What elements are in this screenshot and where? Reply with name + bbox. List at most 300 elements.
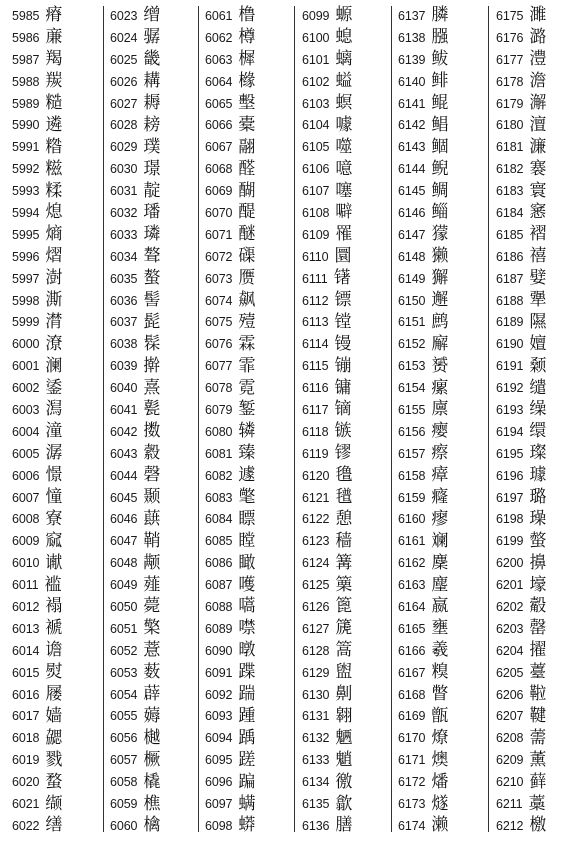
entry-character: 谳	[45, 552, 63, 573]
entry-number: 6024	[110, 30, 138, 45]
entry-character: 磬	[143, 465, 161, 486]
entry-number: 6028	[110, 118, 138, 133]
entry-character: 獬	[431, 268, 449, 289]
entry-character: 鲻	[431, 202, 449, 223]
entry-number: 6130	[302, 687, 330, 702]
list-item	[398, 465, 448, 487]
entry-character: 薹	[529, 662, 547, 683]
entry-number: 6062	[205, 30, 233, 45]
list-item	[398, 793, 448, 815]
entry-character: 禧	[529, 246, 547, 267]
entry-number: 6076	[205, 337, 233, 352]
entry-number: 6029	[110, 140, 138, 155]
list-item	[12, 706, 62, 728]
entry-number: 6210	[496, 775, 524, 790]
list-item	[12, 158, 62, 180]
entry-number: 6026	[110, 74, 138, 89]
entry-character: 璟	[143, 158, 161, 179]
list-item	[496, 640, 546, 662]
entry-number: 6052	[110, 643, 138, 658]
entry-number: 6031	[110, 184, 138, 199]
entry-character: 屦	[45, 684, 63, 705]
entry-character: 聱	[143, 246, 161, 267]
entry-character: 璨	[529, 443, 547, 464]
list-item	[398, 421, 448, 443]
list-item	[302, 333, 352, 355]
list-item	[496, 618, 546, 640]
entry-number: 6017	[12, 709, 40, 724]
entry-number: 6184	[496, 205, 524, 220]
list-item	[110, 618, 160, 640]
entry-number: 6110	[302, 249, 329, 264]
list-item	[110, 5, 160, 27]
list-item	[398, 487, 448, 509]
entry-number: 6166	[398, 643, 426, 658]
list-item	[205, 49, 255, 71]
entry-character: 燠	[431, 749, 449, 770]
list-item	[302, 487, 352, 509]
entry-character: 觳	[529, 596, 547, 617]
list-item	[398, 158, 448, 180]
column-divider	[103, 6, 104, 832]
entry-number: 6070	[205, 205, 233, 220]
entry-number: 6107	[302, 184, 330, 199]
entry-number: 5999	[12, 315, 40, 330]
entry-number: 5993	[12, 184, 40, 199]
entry-character: 缲	[529, 399, 547, 420]
entry-number: 6134	[302, 775, 330, 790]
entry-number: 6069	[205, 184, 233, 199]
entry-character: 擢	[529, 640, 547, 661]
list-item	[496, 749, 546, 771]
list-item	[302, 355, 352, 377]
list-item	[496, 377, 546, 399]
entry-number: 6025	[110, 52, 138, 67]
entry-character: 畿	[143, 49, 161, 70]
entry-character: 憧	[45, 487, 63, 508]
list-item	[205, 793, 255, 815]
entry-number: 6106	[302, 162, 330, 177]
list-item	[496, 311, 546, 333]
list-item	[496, 574, 546, 596]
entry-character: 膦	[431, 5, 449, 26]
entry-number: 6035	[110, 271, 138, 286]
list-item	[12, 640, 62, 662]
entry-number: 6145	[398, 184, 426, 199]
entry-character: 霏	[238, 355, 256, 376]
list-item	[12, 815, 62, 837]
entry-number: 6160	[398, 512, 426, 527]
list-item	[302, 443, 352, 465]
entry-character: 嬖	[529, 268, 547, 289]
entry-number: 6111	[302, 271, 328, 286]
list-item	[110, 136, 160, 158]
entry-number: 6054	[110, 687, 138, 702]
entry-number: 6155	[398, 402, 426, 417]
entry-number: 5986	[12, 30, 40, 45]
entry-number: 6088	[205, 599, 233, 614]
list-item	[302, 727, 352, 749]
list-item	[496, 71, 546, 93]
entry-number: 6007	[12, 490, 40, 505]
entry-character: 薰	[529, 749, 547, 770]
entry-number: 6061	[205, 8, 233, 23]
entry-number: 6044	[110, 468, 138, 483]
entry-character: 踽	[238, 727, 256, 748]
list-item	[110, 71, 160, 93]
entry-number: 6037	[110, 315, 138, 330]
entry-number: 6027	[110, 96, 138, 111]
list-item	[110, 158, 160, 180]
entry-character: 璞	[143, 136, 161, 157]
entry-character: 燎	[431, 727, 449, 748]
entry-number: 6135	[302, 797, 330, 811]
entry-number: 6164	[398, 599, 426, 614]
entry-number: 5987	[12, 52, 40, 67]
column-4	[302, 5, 352, 837]
entry-character: 噤	[238, 618, 256, 639]
entry-character: 靛	[143, 180, 161, 201]
list-item	[205, 574, 255, 596]
entry-character: 膳	[335, 815, 353, 836]
entry-number: 6086	[205, 556, 233, 571]
list-item	[12, 465, 62, 487]
entry-number: 6156	[398, 424, 426, 439]
entry-character: 螭	[335, 49, 353, 70]
list-item	[302, 311, 352, 333]
entry-character: 戮	[45, 749, 63, 770]
entry-character: 邂	[431, 290, 449, 311]
entry-number: 6101	[302, 52, 330, 67]
entry-character: 劓	[335, 684, 353, 705]
list-item	[12, 268, 62, 290]
entry-character: 篦	[335, 596, 353, 617]
entry-character: 擞	[143, 421, 161, 442]
entry-character: 噱	[335, 114, 353, 135]
entry-number: 6147	[398, 227, 426, 242]
entry-character: 髭	[143, 311, 161, 332]
list-item	[12, 246, 62, 268]
list-item	[398, 727, 448, 749]
entry-character: 燔	[431, 771, 449, 792]
entry-character: 羯	[45, 49, 63, 70]
list-item	[496, 596, 546, 618]
list-item	[398, 224, 448, 246]
entry-number: 6064	[205, 74, 233, 89]
entry-number: 5995	[12, 227, 40, 242]
entry-character: 镚	[334, 355, 352, 376]
list-item	[496, 727, 546, 749]
entry-number: 6098	[205, 818, 233, 833]
entry-number: 6143	[398, 140, 426, 155]
column-divider	[294, 6, 295, 832]
entry-character: 橼	[238, 71, 256, 92]
list-item	[205, 246, 255, 268]
entry-number: 6005	[12, 446, 40, 461]
entry-character: 濂	[529, 136, 547, 157]
entry-character: 獴	[431, 224, 449, 245]
entry-character: 魉	[335, 727, 353, 748]
entry-number: 6161	[398, 534, 426, 549]
entry-number: 6003	[12, 402, 40, 417]
entry-number: 6154	[398, 381, 426, 396]
entry-character: 暾	[238, 640, 256, 661]
list-item	[110, 114, 160, 136]
entry-number: 6198	[496, 512, 524, 527]
entry-character: 徼	[335, 771, 353, 792]
entry-character: 亷	[45, 27, 63, 48]
entry-number: 6056	[110, 731, 138, 746]
list-item	[496, 93, 546, 115]
entry-number: 6041	[110, 402, 138, 417]
entry-character: 醐	[238, 180, 256, 201]
list-item	[302, 268, 352, 290]
entry-character: 廪	[431, 399, 449, 420]
entry-character: 糗	[431, 662, 449, 683]
list-item	[12, 684, 62, 706]
list-item	[205, 443, 255, 465]
list-item	[110, 793, 160, 815]
entry-character: 瞠	[238, 530, 256, 551]
list-item	[496, 246, 546, 268]
entry-number: 6179	[496, 96, 524, 111]
list-item	[205, 749, 255, 771]
entry-number: 6090	[205, 643, 233, 658]
entry-character: 嚄	[238, 574, 256, 595]
list-item	[205, 93, 255, 115]
list-item	[110, 727, 160, 749]
list-item	[302, 93, 352, 115]
entry-number: 6001	[12, 359, 40, 374]
entry-character: 遽	[238, 465, 256, 486]
entry-number: 6142	[398, 118, 426, 133]
list-item	[496, 771, 546, 793]
entry-character: 薨	[143, 596, 161, 617]
list-item	[302, 749, 352, 771]
entry-number: 6140	[398, 74, 426, 89]
list-item	[302, 618, 352, 640]
entry-character: 篪	[335, 618, 353, 639]
entry-number: 6120	[302, 468, 330, 483]
entry-number: 6169	[398, 709, 426, 724]
entry-number: 6138	[398, 30, 426, 45]
list-item	[302, 5, 352, 27]
entry-number: 6199	[496, 534, 524, 549]
list-item	[12, 136, 62, 158]
list-item	[12, 333, 62, 355]
entry-character: 镠	[334, 443, 352, 464]
entry-character: 缯	[143, 5, 161, 26]
entry-character: 檄	[529, 815, 547, 836]
entry-character: 镗	[334, 311, 352, 332]
list-item	[496, 49, 546, 71]
entry-number: 6036	[110, 293, 138, 308]
entry-character: 樵	[143, 793, 161, 814]
entry-character: 颟	[143, 552, 161, 573]
entry-number: 6019	[12, 753, 40, 768]
entry-number: 6075	[205, 315, 233, 330]
list-item	[110, 399, 160, 421]
entry-character: 澙	[45, 399, 63, 420]
entry-character: 篙	[335, 640, 353, 661]
list-item	[110, 508, 160, 530]
entry-number: 6117	[302, 402, 329, 417]
list-item	[12, 508, 62, 530]
entry-character: 鲷	[431, 180, 449, 201]
entry-number: 6116	[302, 381, 329, 396]
entry-number: 6187	[496, 271, 524, 286]
entry-number: 6133	[302, 753, 330, 768]
entry-character: 瞟	[238, 508, 256, 529]
list-item	[205, 815, 255, 837]
entry-character: 螠	[335, 71, 353, 92]
entry-number: 6188	[496, 293, 524, 308]
list-item	[398, 202, 448, 224]
entry-character: 鲵	[431, 158, 449, 179]
list-item	[302, 202, 352, 224]
entry-number: 6168	[398, 687, 426, 702]
list-item	[496, 399, 546, 421]
list-item	[205, 136, 255, 158]
entry-character: 澶	[529, 114, 547, 135]
entry-number: 6183	[496, 184, 524, 199]
list-item	[398, 27, 448, 49]
list-item	[302, 684, 352, 706]
list-item	[12, 618, 62, 640]
entry-number: 6193	[496, 402, 524, 417]
list-item	[12, 114, 62, 136]
entry-character: 赟	[431, 355, 449, 376]
entry-number: 6048	[110, 556, 138, 571]
entry-number: 6191	[496, 359, 524, 374]
entry-character: 蕻	[143, 508, 161, 529]
entry-number: 6063	[205, 52, 233, 67]
entry-character: 氆	[335, 487, 353, 508]
entry-character: 噼	[335, 202, 353, 223]
entry-number: 6016	[12, 687, 40, 702]
entry-number: 6050	[110, 599, 138, 614]
entry-character: 璩	[529, 465, 547, 486]
list-item	[496, 465, 546, 487]
list-item	[12, 224, 62, 246]
entry-character: 潸	[45, 311, 63, 332]
entry-character: 翱	[335, 705, 353, 726]
entry-number: 6091	[205, 665, 233, 680]
entry-number: 6067	[205, 140, 233, 155]
entry-number: 6112	[302, 293, 329, 308]
list-item	[398, 5, 448, 27]
entry-number: 6023	[110, 8, 138, 23]
entry-number: 6197	[496, 490, 524, 505]
entry-character: 罹	[335, 224, 353, 245]
entry-character: 憩	[335, 508, 353, 529]
entry-character: 斓	[431, 530, 449, 551]
list-item	[496, 706, 546, 728]
entry-number: 6015	[12, 665, 40, 680]
entry-number: 6085	[205, 534, 233, 549]
entry-character: 澥	[529, 93, 547, 113]
entry-number: 6055	[110, 709, 138, 724]
entry-number: 6165	[398, 621, 426, 636]
list-item	[205, 487, 255, 509]
entry-number: 6144	[398, 162, 426, 177]
list-item	[12, 311, 62, 333]
list-item	[205, 771, 255, 793]
list-item	[302, 771, 352, 793]
list-item	[496, 5, 546, 27]
entry-character: 螨	[238, 793, 256, 814]
entry-number: 6126	[302, 599, 330, 614]
entry-number: 5994	[12, 205, 40, 220]
list-item	[12, 487, 62, 509]
list-item	[110, 268, 160, 290]
entry-character: 褰	[529, 158, 547, 179]
list-item	[302, 114, 352, 136]
entry-number: 6084	[205, 512, 233, 527]
list-item	[496, 114, 546, 136]
entry-number: 6057	[110, 753, 138, 768]
list-item	[110, 443, 160, 465]
entry-character: 穑	[335, 530, 353, 551]
entry-number: 6195	[496, 446, 524, 461]
list-item	[205, 684, 255, 706]
entry-number: 6118	[302, 424, 329, 439]
entry-character: 遴	[45, 114, 63, 135]
list-item	[398, 333, 448, 355]
entry-number: 6141	[398, 96, 426, 111]
entry-number: 6008	[12, 512, 40, 527]
list-item	[12, 596, 62, 618]
entry-number: 6176	[496, 30, 524, 45]
entry-character: 窸	[529, 202, 547, 223]
entry-character: 鋈	[45, 377, 63, 398]
entry-number: 5990	[12, 118, 40, 133]
list-item	[205, 727, 255, 749]
entry-character: 镛	[334, 377, 352, 398]
entry-character: 瘰	[431, 377, 449, 398]
list-item	[205, 290, 255, 312]
list-item	[302, 662, 352, 684]
entry-number: 6013	[12, 621, 40, 636]
list-item	[398, 815, 448, 837]
list-item	[12, 749, 62, 771]
entry-number: 6148	[398, 249, 426, 264]
list-item	[12, 530, 62, 552]
entry-number: 6146	[398, 205, 426, 220]
list-item	[398, 530, 448, 552]
list-item	[205, 377, 255, 399]
list-item	[302, 49, 352, 71]
entry-number: 6011	[12, 578, 39, 593]
list-item	[12, 399, 62, 421]
list-item	[110, 290, 160, 312]
entry-number: 6175	[496, 8, 524, 23]
list-item	[398, 93, 448, 115]
entry-character: 镖	[334, 290, 352, 311]
list-item	[398, 246, 448, 268]
list-item	[496, 224, 546, 246]
list-item	[302, 158, 352, 180]
list-item	[110, 487, 160, 509]
list-item	[398, 399, 448, 421]
entry-character: 潞	[529, 27, 547, 48]
list-item	[205, 640, 255, 662]
entry-character: 镝	[334, 399, 352, 420]
entry-character: 魈	[335, 749, 353, 770]
list-item	[205, 618, 255, 640]
list-item	[205, 399, 255, 421]
entry-character: 澹	[529, 71, 547, 92]
